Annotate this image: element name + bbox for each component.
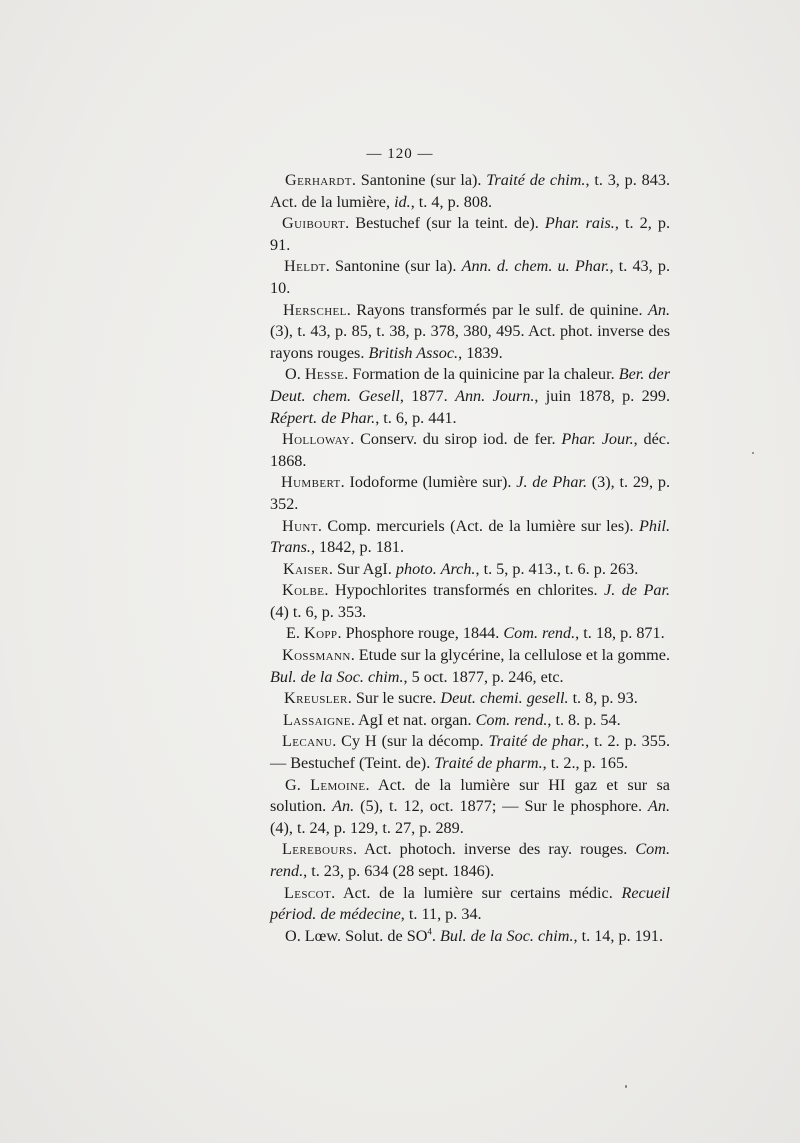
superscript: 4 <box>427 926 432 937</box>
source-title: Com. rend. <box>503 624 576 643</box>
entry-guibourt <box>270 213 670 256</box>
entry-text: O. <box>285 365 305 384</box>
entry-text: . Hypochlorites transformés en chlorites. <box>324 581 605 600</box>
entry-text: . Bestuchef (sur la teint. de). <box>345 214 545 233</box>
author-name: Guibourt <box>282 214 346 233</box>
entry-text: , déc. 1868. <box>270 430 670 470</box>
entry-text: . Santonine (sur la). <box>351 171 487 189</box>
source-title: J. de Par. <box>604 581 670 600</box>
entry-text: , t. 5, p. 413., t. 6. p. 263. <box>475 559 639 578</box>
entry-holloway <box>270 429 670 472</box>
entry-lecanu <box>270 731 670 774</box>
entry-text: . Phosphore rouge, 1844. <box>337 624 504 643</box>
entry-kolbe <box>270 580 670 623</box>
entry-lemoine <box>270 775 670 840</box>
source-title: British Assoc. <box>368 343 459 362</box>
author-name: Heldt <box>284 257 326 276</box>
source-title: An. <box>647 797 670 816</box>
entry-text: t. 8, p. 93. <box>568 689 638 708</box>
entry-text: . Cy H (sur la décomp. <box>332 732 489 751</box>
source-title: Com. rend. <box>270 840 670 880</box>
author-name: Hesse <box>304 365 345 384</box>
entry-text: O. Lœw. Solut. de SO <box>285 926 428 945</box>
entry-kaiser <box>270 559 670 581</box>
source-title: An. <box>647 300 670 319</box>
source-title: Phar. Jour. <box>561 430 634 449</box>
entry-text: E. <box>286 624 304 643</box>
entry-text: , 1842, p. 181. <box>310 538 405 557</box>
entry-lerebours <box>270 839 670 882</box>
source-title: Recueil périod. de médecine <box>270 883 670 924</box>
author-name: Kaiser <box>283 559 329 578</box>
entry-loew <box>270 926 670 948</box>
source-title: An. <box>332 797 355 816</box>
entry-text: , t. 6, p. 441. <box>375 408 457 427</box>
entry-humbert <box>270 472 670 515</box>
source-title: Ann. Journ. <box>455 386 535 405</box>
source-title: Répert. de Phar. <box>270 408 376 427</box>
source-title: Bul. de la Soc. chim. <box>440 926 574 945</box>
author-name: Lassaigne <box>283 710 351 729</box>
entry-text: , t. 11, p. 34. <box>400 905 482 924</box>
author-name: Gerhardt <box>285 171 352 189</box>
page-number: — 120 — <box>366 146 434 162</box>
source-title: Ann. d. chem. u. Phar. <box>461 257 610 276</box>
entry-text: (4), t. 24, p. 129, t. 27, p. 289. <box>270 818 464 837</box>
author-name: Kreusler <box>284 689 348 708</box>
entry-text: . Conserv. du sirop iod. de fer. <box>350 430 562 449</box>
author-name: Hunt <box>282 516 318 535</box>
entry-text: . Rayons transformés par le sulf. de quinine. <box>346 300 648 319</box>
entry-kopp <box>270 623 670 645</box>
entry-lassaigne <box>270 710 670 732</box>
entry-text: . Act. de la lumière sur HI gaz et sur sa solution. <box>270 775 670 816</box>
entry-text: , t. 3, p. 843. Act. de la lumière, <box>270 171 670 211</box>
entry-text: , t. 2. p. 355. — Bestuchef (Teint. de). <box>270 732 671 773</box>
entry-text: , 1839. <box>458 343 503 362</box>
author-name: Kossmann <box>282 646 351 665</box>
entry-text: , 5 oct. 1877, p. 246, etc. <box>403 667 564 686</box>
source-title: Phil. Trans. <box>270 516 670 557</box>
entry-text: . Comp. mercuriels (Act. de la lumière sur les). <box>317 516 639 535</box>
entry-text: (5), t. 12, oct. 1877; — Sur le phosphore. <box>354 797 648 816</box>
entry-lescot <box>270 883 670 926</box>
source-title: Phar. rais. <box>544 214 615 233</box>
entry-text: , juin 1878, p. 299. <box>534 386 671 405</box>
entry-text: . Sur le sucre. <box>347 689 441 708</box>
source-title: Traité de phar. <box>488 732 586 751</box>
entry-heldt <box>270 256 670 299</box>
entry-text: , t. 18, p. 871. <box>575 624 665 643</box>
entry-text: . Formation de la quinicine par la chaleur. <box>344 365 619 384</box>
author-name: Lescot <box>284 883 332 902</box>
author-name: Lecanu <box>282 732 333 751</box>
entry-hesse <box>270 364 670 429</box>
author-name: Lerebours <box>282 840 353 859</box>
entry-text: , t. 8. p. 54. <box>547 710 621 729</box>
paper-speck <box>752 452 754 454</box>
source-title: Bul. de la Soc. chim. <box>270 667 404 686</box>
author-name: Humbert <box>281 473 341 492</box>
source-title: photo. Arch. <box>395 559 476 578</box>
author-name: Kopp <box>303 624 338 643</box>
entry-text: (3), t. 29, p. 352. <box>270 473 671 513</box>
entry-text: . Iodoforme (lumière sur). <box>340 473 517 492</box>
source-title: Deut. chemi. gesell. <box>440 689 569 708</box>
entry-hunt <box>270 516 670 559</box>
entry-text: , t. 2., p. 165. <box>542 754 629 773</box>
source-title: Traité de pharm. <box>434 754 543 773</box>
source-title: J. de Phar. <box>516 473 587 492</box>
author-name: Holloway <box>282 430 351 449</box>
entry-text: , t. 23, p. 634 (28 sept. 1846). <box>303 862 495 880</box>
entry-text: . AgI et nat. organ. <box>350 710 476 729</box>
entry-herschel <box>270 300 670 365</box>
entry-text: , t. 43, p. 10. <box>270 257 671 297</box>
entry-kreusler <box>270 688 670 710</box>
entry-text: . Sur AgI. <box>328 559 396 578</box>
entry-gerhardt <box>270 170 670 213</box>
entry-text: , t. 14, p. 191. <box>573 926 663 945</box>
entry-text: . Act. de la lumière sur certains médic. <box>331 883 622 902</box>
paper-speck <box>625 1085 627 1088</box>
source-title: Ber. der Deut. chem. Gesell <box>270 365 670 405</box>
entry-text: G. <box>285 775 311 794</box>
source-title: Com. rend. <box>475 710 548 729</box>
author-name: Herschel <box>283 300 347 319</box>
entry-text: (3), t. 43, p. 85, t. 38, p. 378, 380, 495. Act. phot. inverse des rayons rouges. <box>270 322 670 362</box>
bibliography-list <box>270 170 670 947</box>
author-name: Lemoine <box>310 775 366 794</box>
entry-text: , t. 2, p. 91. <box>270 214 671 254</box>
entry-text: , t. 4, p. 808. <box>410 192 493 211</box>
entry-text: (4) t. 6, p. 353. <box>270 602 367 621</box>
entry-kossmann <box>270 645 670 688</box>
entry-text: . <box>431 926 440 945</box>
entry-text: . Santonine (sur la). <box>325 257 462 276</box>
author-name: Kolbe <box>282 581 325 600</box>
entry-text: . Etude sur la glycérine, la cellulose et la gomme. <box>350 646 670 665</box>
entry-text: , 1877. <box>399 386 456 405</box>
source-title: id. <box>394 192 411 211</box>
source-title: Traité de chim. <box>486 171 586 189</box>
entry-text: . Act. photoch. inverse des ray. rouges. <box>352 840 636 859</box>
